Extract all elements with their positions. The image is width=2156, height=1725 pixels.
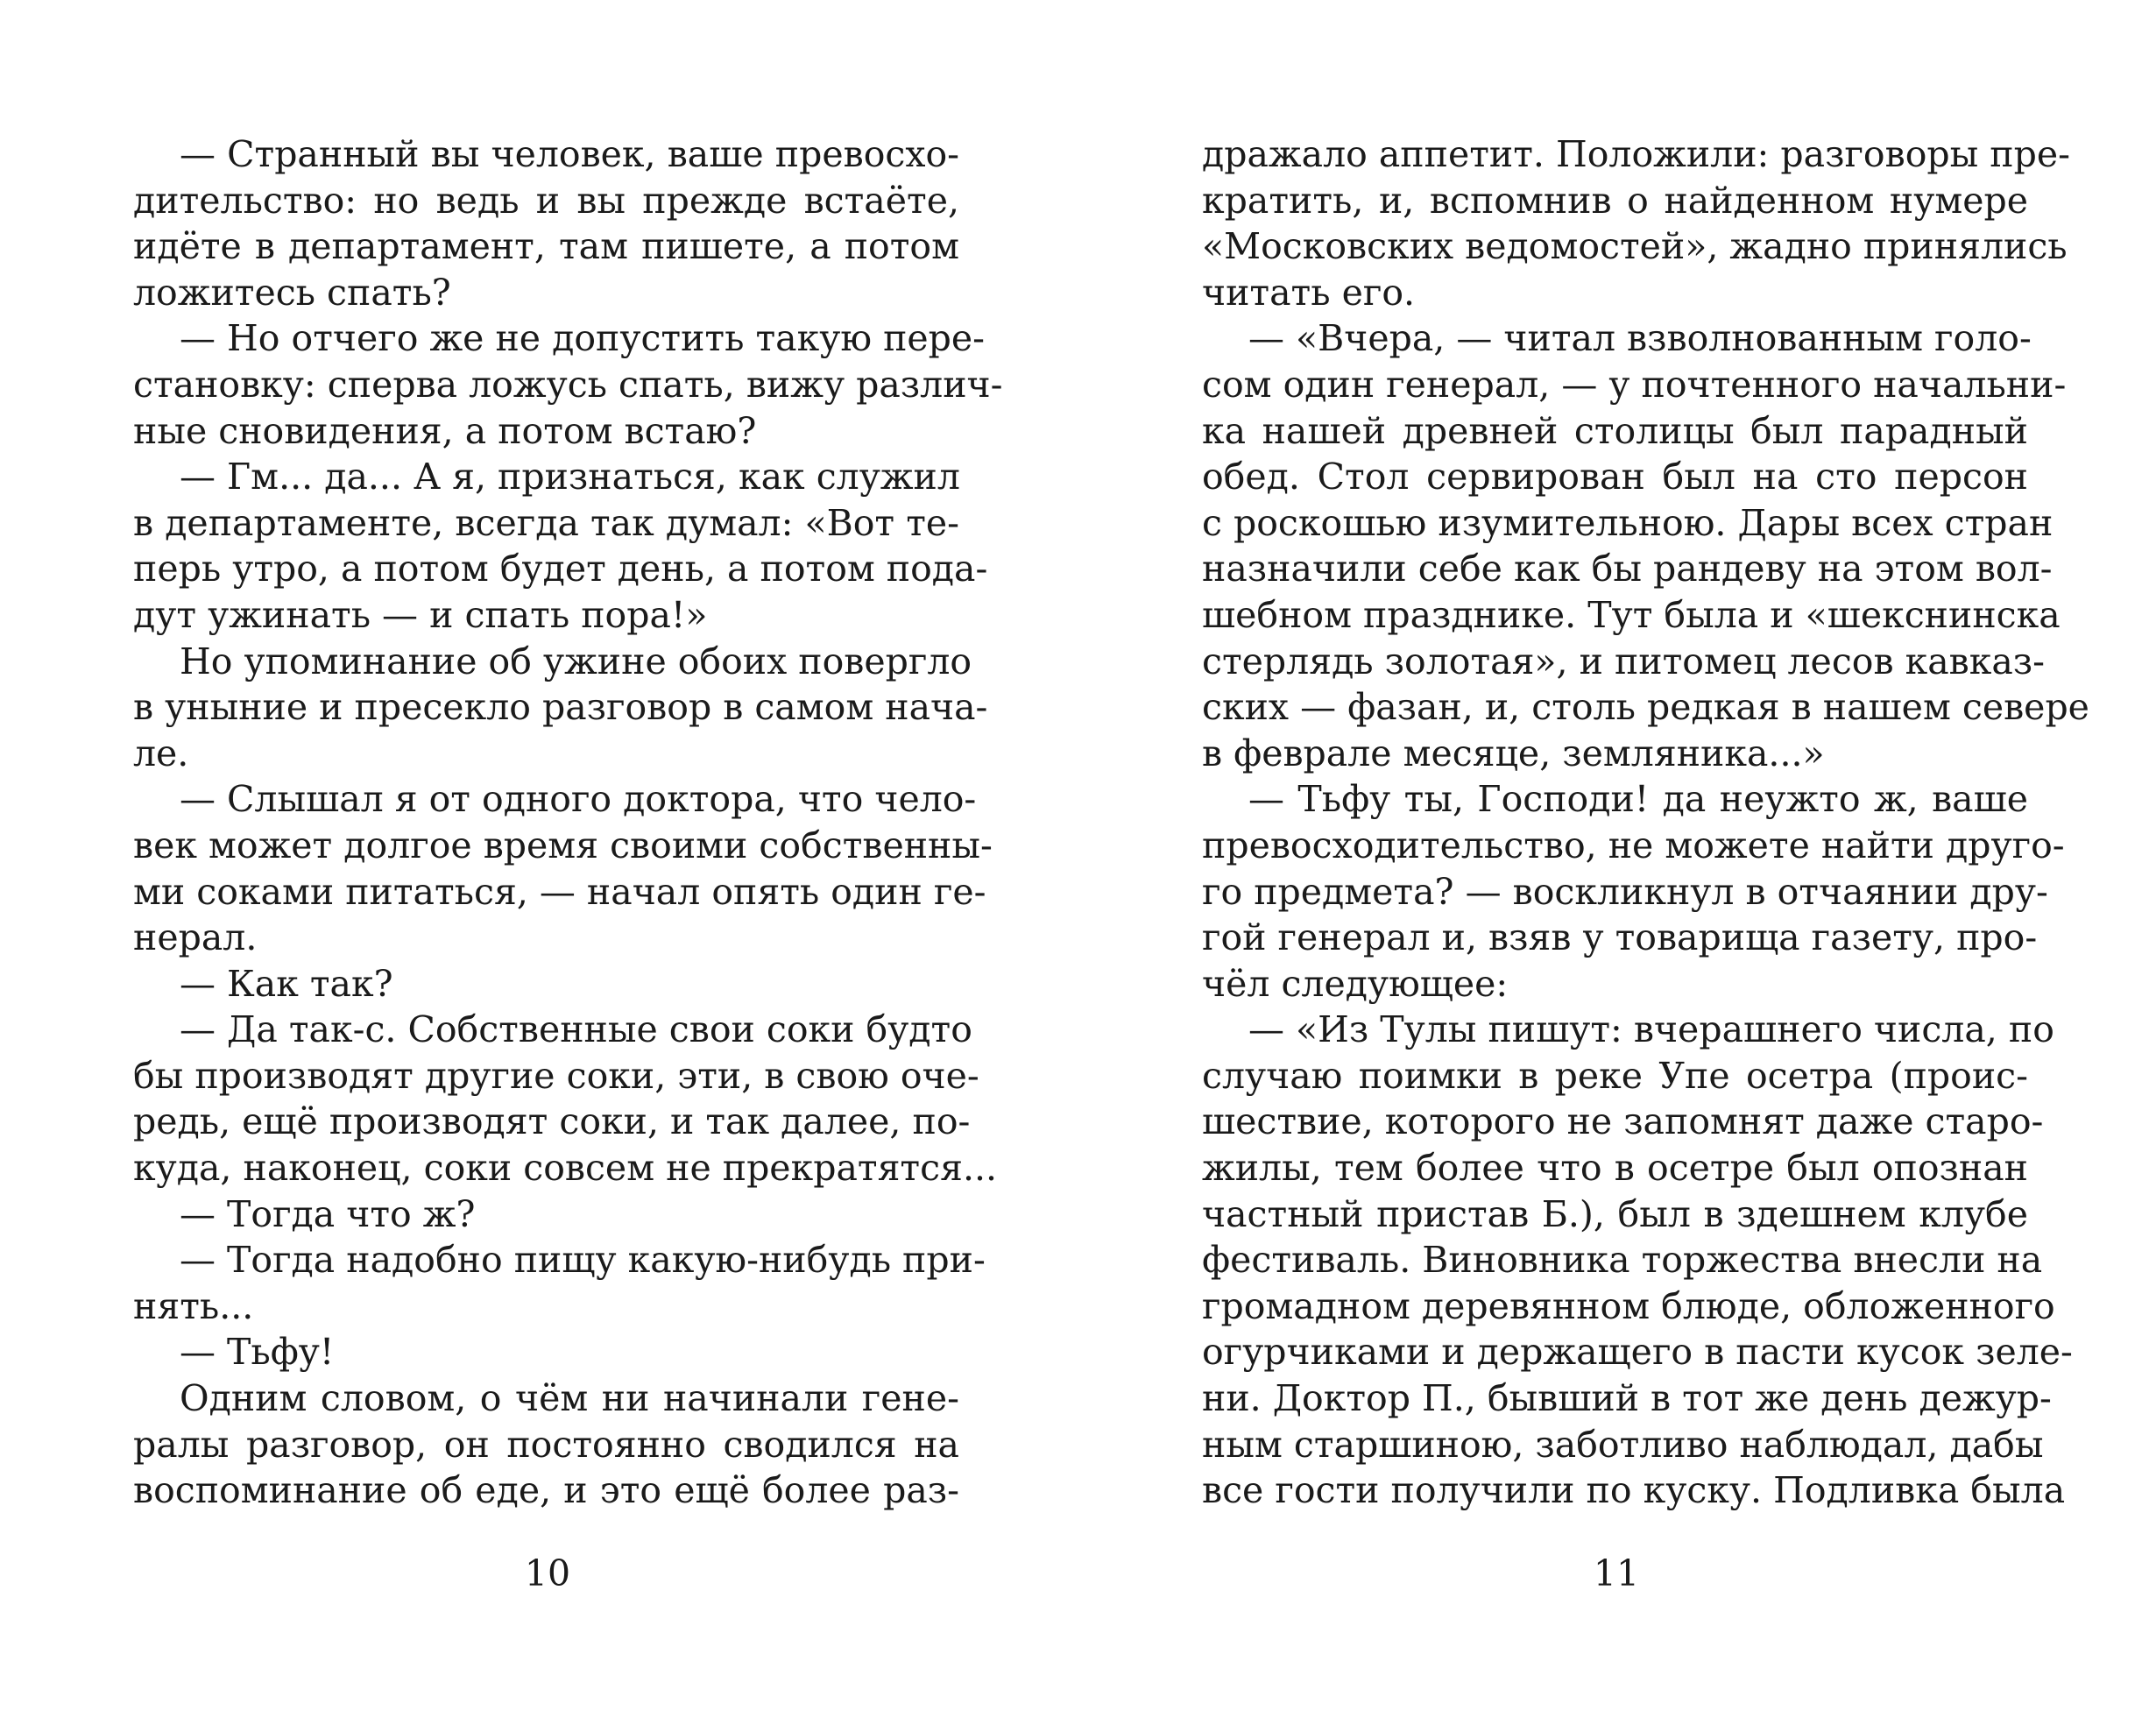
text-line: ских — фазан, и, столь редкая в нашем севере bbox=[1202, 686, 2089, 729]
text-line: дут ужинать — и спать пора!» bbox=[133, 593, 708, 636]
text-line: чёл следующее: bbox=[1202, 962, 1509, 1005]
text-line: редь, ещё производят соки, и так далее, по- bbox=[133, 1100, 971, 1143]
right-page-number: 11 bbox=[1593, 1552, 1640, 1594]
text-line: ка нашей древней столицы был парадный bbox=[1202, 409, 2028, 452]
text-line: частный пристав Б.), был в здешнем клубе bbox=[1202, 1192, 2028, 1235]
text-line: — Но отчего же не допустить такую пере- bbox=[180, 317, 986, 360]
text-line: ложитесь спать? bbox=[133, 271, 451, 314]
text-line: перь утро, а потом будет день, а потом пода- bbox=[133, 548, 988, 590]
text-line: го предмета? — воскликнул в отчаянии дру- bbox=[1202, 870, 2048, 913]
text-line: в феврале месяце, земляника...» bbox=[1202, 732, 1825, 774]
text-line: превосходительство, не можете найти друго- bbox=[1202, 824, 2065, 866]
text-line: ным старшиною, заботливо наблюдал, дабы bbox=[1202, 1423, 2044, 1466]
text-line: — Тьфу! bbox=[180, 1331, 335, 1374]
text-line: — Гм... да... А я, признаться, как служил bbox=[180, 456, 960, 498]
text-line: дражало аппетит. Положили: разговоры пре- bbox=[1202, 133, 2070, 175]
text-line: ле. bbox=[133, 732, 189, 774]
text-line: читать его. bbox=[1202, 271, 1416, 314]
text-line: ни. Доктор П., бывший в тот же день дежур- bbox=[1202, 1377, 2052, 1420]
text-line: шебном празднике. Тут была и «шекснинска bbox=[1202, 593, 2061, 636]
text-line: — Тогда что ж? bbox=[180, 1192, 476, 1235]
text-line: Но упоминание об ужине обоих повергло bbox=[180, 640, 972, 682]
text-line: в уныние и пресекло разговор в самом нача- bbox=[133, 686, 988, 729]
text-line: с роскошью изумительною. Дары всех стран bbox=[1202, 501, 2054, 544]
text-line: ралы разговор, он постоянно сводился на bbox=[133, 1423, 959, 1466]
text-line: Одним словом, о чём ни начинали гене- bbox=[180, 1377, 959, 1420]
text-line: ные сновидения, а потом встаю? bbox=[133, 409, 757, 452]
text-line: — «Вчера, — читал взволнованным голо- bbox=[1248, 317, 2032, 360]
text-line: бы производят другие соки, эти, в свою оче- bbox=[133, 1054, 979, 1097]
text-line: нерал. bbox=[133, 916, 258, 959]
text-line: огурчиками и держащего в пасти кусок зеле- bbox=[1202, 1331, 2073, 1374]
text-line: — Странный вы человек, ваше превосхо- bbox=[180, 133, 959, 175]
text-line: гой генерал и, взяв у товарища газету, про- bbox=[1202, 916, 2038, 959]
text-line: становку: сперва ложусь спать, вижу различ- bbox=[133, 363, 1003, 406]
text-line: — Слышал я от одного доктора, что чело- bbox=[180, 778, 977, 821]
text-line: идёте в департамент, там пишете, а потом bbox=[133, 225, 959, 268]
right-page-text bbox=[1202, 131, 2089, 1514]
text-line: громадном деревянном блюде, обложенного bbox=[1202, 1284, 2055, 1327]
text-line: все гости получили по куску. Подливка была bbox=[1202, 1469, 2066, 1512]
text-line: назначили себе как бы рандеву на этом вол- bbox=[1202, 548, 2053, 590]
text-line: обед. Стол сервирован был на сто персон bbox=[1202, 456, 2028, 498]
text-line: сом один генерал, — у почтенного начальни- bbox=[1202, 363, 2067, 406]
text-line: — Да так-с. Собственные свои соки будто bbox=[180, 1008, 972, 1051]
text-line: стерлядь золотая», и питомец лесов кавказ- bbox=[1202, 640, 2046, 682]
left-page-text bbox=[133, 131, 1003, 1514]
text-line: фестиваль. Виновника торжества внесли на bbox=[1202, 1239, 2043, 1282]
text-line: — Тогда надобно пищу какую-нибудь при- bbox=[180, 1239, 986, 1282]
text-line: в департаменте, всегда так думал: «Вот те- bbox=[133, 501, 959, 544]
text-line: век может долгое время своими собственны- bbox=[133, 824, 993, 866]
left-page-number: 10 bbox=[524, 1552, 571, 1594]
text-line: — «Из Тулы пишут: вчерашнего числа, по bbox=[1248, 1008, 2054, 1051]
text-line: нять... bbox=[133, 1284, 254, 1327]
text-line: случаю поимки в реке Упе осетра (проис- bbox=[1202, 1054, 2028, 1097]
text-line: шествие, которого не запомнят даже старо- bbox=[1202, 1100, 2044, 1143]
text-line: воспоминание об еде, и это ещё более раз- bbox=[133, 1469, 959, 1512]
text-line: дительство: но ведь и вы прежде встаёте, bbox=[133, 179, 959, 222]
text-line: кратить, и, вспомнив о найденном нумере bbox=[1202, 179, 2028, 222]
text-line: ми соками питаться, — начал опять один ге- bbox=[133, 870, 986, 913]
text-line: — Тьфу ты, Господи! да неужто ж, ваше bbox=[1248, 778, 2028, 821]
text-line: куда, наконец, соки совсем не прекратятся... bbox=[133, 1147, 998, 1190]
text-line: «Московских ведомостей», жадно принялись bbox=[1202, 225, 2068, 268]
text-line: жилы, тем более что в осетре был опознан bbox=[1202, 1147, 2028, 1190]
text-line: — Как так? bbox=[180, 962, 393, 1005]
